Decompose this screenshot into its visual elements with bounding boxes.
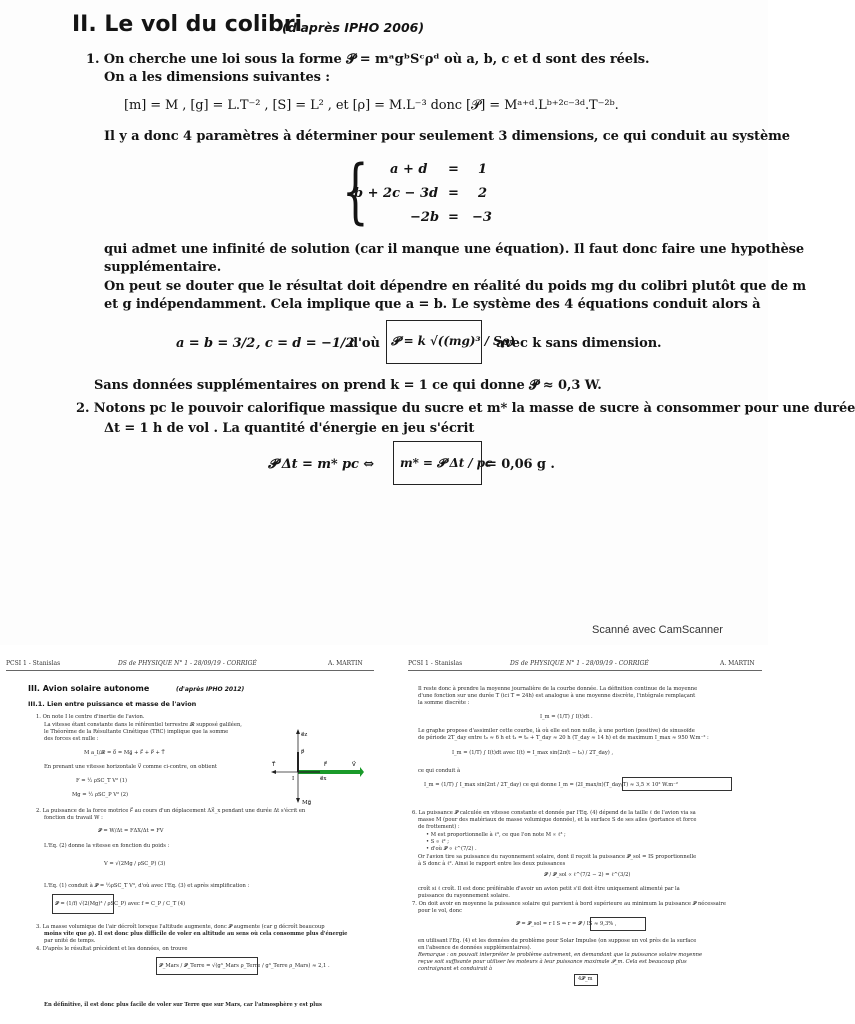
text-line: 6. La puissance 𝓟 calculée en vitesse constante et donnée par l'Eq. (4) dépend de la taille ℓ de l'avion via sa: [412, 810, 696, 816]
page-right: [384, 658, 768, 1024]
section-title: III. Avion solaire autonome: [28, 684, 150, 693]
label-mg: Mg⃗: [302, 800, 312, 806]
equation-system: { a + d = 1 b + 2c − 3d = 2 −2b = −3: [342, 150, 492, 232]
text-line: croît si ℓ croît. Il est donc préférable d'avoir un avion petit s'il doit être uniquement alimenté par la: [418, 886, 680, 892]
text-line: masse M (pour des matériaux de masse volumique donnée), et la surface S de ses ailes (portance et force: [418, 817, 697, 823]
text-line: 7. On doit avoir en moyenne la puissance solaire qui parvient à bord supérieure au minimum la puissance 𝓟 nécessaire: [412, 901, 726, 907]
header-rule: [408, 670, 762, 671]
velocity-arrow-head: [360, 767, 364, 777]
scanner-watermark: Scanné avec CamScanner: [592, 624, 723, 636]
text-line: le Théorème de la Résultante Cinétique (TRC) implique que la somme: [44, 729, 229, 735]
text-line: en utilisant l'Eq. (4) et les données du problème pour Solar Impulse (on suppose un vol près de la surface: [418, 938, 697, 944]
energy-box: [393, 441, 493, 485]
text-line: Or l'avion tire sa puissance du rayonnement solaire, dont il reçoit la puissance 𝓟_sol = IS proportionnelle: [418, 854, 697, 860]
header-left-author: A. MARTIN: [328, 660, 363, 667]
text-line: la somme discrète :: [418, 700, 470, 706]
solution-k: avec k sans dimension.: [496, 336, 662, 351]
remark-line: contraignant et conduirait à: [418, 966, 493, 972]
para2-line1: On peut se douter que le résultat doit dépendre en réalité du poids mg du colibri plutôt que de m: [104, 279, 807, 294]
text-line: Il reste donc à prendre la moyenne journalière de la courbe donnée. La définition continue de la moyenne: [418, 686, 698, 692]
header-right-school: PCSI 1 - Stanislas: [408, 660, 463, 667]
text-line: 3. La masse volumique de l'air décroît lorsque l'altitude augmente, donc 𝓟 augmente (car g décroît beaucoup: [36, 924, 325, 930]
solution-formula: 𝓟 = k √((mg)³ / Sρ): [391, 334, 515, 348]
label-ex: e⃗x: [320, 776, 327, 782]
text-line: L'Eq. (1) conduit à 𝓟 = ½ρSC_T V³, d'où avec l'Eq. (3) et après simplification :: [44, 883, 250, 889]
equation: 𝓟 / 𝓟_sol ∝ ℓ^(7/2 − 2) = ℓ^(3/2): [544, 872, 631, 878]
equation: V = √(2Mg / ρSC_P) (3): [104, 861, 166, 867]
header-rule: [6, 670, 374, 671]
list-item: • M est proportionnelle à ℓ³, ce que l'on note M ∝ ℓ³ ;: [426, 832, 566, 838]
header-right-author: A. MARTIN: [720, 660, 755, 667]
label-f: F⃗: [324, 762, 328, 768]
text-line: fonction du travail W :: [44, 815, 103, 821]
para1-line1: qui admet une infinité de solution (car il manque une équation). Il faut donc faire une hypothèse: [104, 242, 805, 257]
equation: 4𝓟_m: [578, 976, 593, 982]
energy-result: = 0,06 g .: [486, 457, 555, 472]
text-line: par unité de temps.: [44, 938, 96, 944]
header-right-title: DS de PHYSIQUE N° 1 - 28/09/19 - CORRIGÉ: [510, 660, 649, 667]
label-p: P⃗: [301, 750, 305, 756]
system-intro: Il y a donc 4 paramètres à déterminer pour seulement 3 dimensions, ce qui conduit au système: [104, 129, 790, 144]
label-v: V⃗: [352, 762, 356, 768]
equation: I_m = (1/T) ∫ I(t)dt avec I(t) = I_max sin(2π(t − t₀) / 2T_day) ,: [452, 750, 614, 756]
solution-cd: , c = d = −1/2: [256, 336, 355, 351]
equation: 𝓟_Mars / 𝓟_Terre = √(g³_Mars ρ_Terre / g³_Terre ρ_Mars) ≈ 2,1 .: [159, 963, 330, 969]
force-diagram: [268, 724, 364, 808]
text-line: En prenant une vitesse horizontale V⃗ comme ci-contre, on obtient: [44, 764, 217, 770]
section-source: (d'après IPHO 2006): [282, 20, 425, 35]
label-t: T⃗: [272, 762, 276, 768]
remark-line: Remarque : on pouvait interpréter le problème autrement, en demandant que la puissance solaire moyenne: [418, 952, 703, 958]
section-title: II. Le vol du colibri: [72, 12, 303, 37]
text-line: puissance du rayonnement solaire.: [418, 893, 510, 899]
q1-line1: 1. On cherche une loi sous la forme 𝓟 = mᵃgᵇSᶜρᵈ où a, b, c et d sont des réels.: [86, 52, 650, 67]
header-left-school: PCSI 1 - Stanislas: [6, 660, 61, 667]
equation: 𝓟 = (1/f) √(2(Mg)³ / ρSC_P) avec f = C_P / C_T (4): [55, 901, 186, 907]
text-line: 4. D'après le résultat précédent et les données, on trouve: [36, 946, 188, 952]
label-ez: e⃗z: [301, 732, 308, 738]
text-line: L'Eq. (2) donne la vitesse en fonction du poids :: [44, 843, 170, 849]
para1-line2: supplémentaire.: [104, 260, 222, 275]
equation: 𝓟 = 𝓟_sol = r I S ⇒ r = 𝓟 / IS ≈ 9,3% ,: [516, 921, 617, 927]
solution-dou: d'où: [349, 336, 380, 351]
text-line: pour le vol, donc: [418, 908, 462, 914]
list-item: • d'où 𝓟 ∝ ℓ^(7/2) .: [426, 846, 477, 852]
solution-ab: a = b = 3/2: [176, 336, 256, 351]
dimensions-line: [m] = M , [g] = L.T⁻² , [S] = L² , et [ρ] = M.L⁻³ donc [𝓟] = Mᵃ⁺ᵈ.Lᵇ⁺²ᶜ⁻³ᵈ.T⁻²ᵇ.: [124, 98, 619, 113]
text-line: La vitesse étant constante dans le référentiel terrestre 𝓡 supposé galiléen,: [44, 722, 242, 728]
text-line: 2. La puissance de la force motrice F⃗ au cours d'un déplacement ΔX⃗_x pendant une durée Δt s'écrit en: [36, 808, 306, 814]
equation: I_m = (1/T) ∫ I(t)dt .: [540, 714, 593, 720]
equation: I_m = (1/T) ∫ I_max sin(2πt / 2T_day) ce qui donne I_m = (2I_max/π)(T_day/T) ≈ 3,5 × 10² W.m⁻²: [424, 782, 678, 788]
header-left-title: DS de PHYSIQUE N° 1 - 28/09/19 - CORRIGÉ: [118, 660, 257, 667]
text-line: à S donc à ℓ². Ainsi le rapport entre les deux puissances: [418, 861, 566, 867]
text-line: de frottement) :: [418, 824, 460, 830]
equation: 𝓟 = W/Δt = FΔX/Δt = FV: [98, 828, 164, 834]
remark-line: reçue soit suffisante pour utiliser les moteurs à leur puissance maximale 𝓟_m. Cela est beaucoup plus: [418, 959, 687, 965]
energy-formula: m* = 𝓟 Δt / pc: [400, 456, 493, 470]
para2-line2: et g indépendamment. Cela implique que a = b. Le système des 4 équations conduit alors à: [104, 297, 761, 312]
text-line: En définitive, il est donc plus facile de voler sur Terre que sur Mars, car l'atmosphère y est plus: [44, 1002, 322, 1008]
system-brace: {: [342, 150, 369, 232]
list-item: • S ∝ ℓ² ;: [426, 839, 450, 845]
equation: F = ½ ρSC_T V² (1): [76, 778, 128, 784]
text-line: moins vite que ρ). Il est donc plus difficile de voler en altitude au sens où cela consomme plus d'énergie: [44, 931, 348, 937]
subsection-title: III.1. Lien entre puissance et masse de l'avion: [28, 700, 197, 708]
text-line: 1. On note I le centre d'inertie de l'avion.: [36, 714, 145, 720]
text-line: des forces est nulle :: [44, 736, 99, 742]
text-line: ce qui conduit à: [418, 768, 461, 774]
text-line: de période 2T_day entre t₀ ≈ 6 h et t₁ = t₀ + T_day ≈ 20 h (T_day ≈ 14 h) et de maximum I_max ≈ 950 W.m⁻² :: [418, 735, 709, 741]
page-left: [0, 658, 384, 1024]
para3: Sans données supplémentaires on prend k = 1 ce qui donne 𝓟 ≈ 0,3 W.: [94, 378, 602, 393]
equation: Mg = ½ ρSC_P V² (2): [72, 792, 129, 798]
section-source: (d'après IPHO 2012): [176, 686, 245, 693]
energy-lhs: 𝓟 Δt = m* pc ⇔: [268, 457, 375, 472]
label-i: I: [292, 776, 295, 782]
text-line: en l'absence de données supplémentaires).: [418, 945, 532, 951]
text-line: d'une fonction sur une durée T (ici T = 24h) est analogue à une moyenne discrète, l'intégrale remplaçant: [418, 693, 696, 699]
q1-line2: On a les dimensions suivantes :: [104, 70, 330, 85]
solution-formula-box: [386, 320, 515, 364]
text-line: Le graphe propose d'assimiler cette courbe, là où elle est non nulle, à une portion (positive) de sinusoïde: [418, 728, 695, 734]
equation: M a_I/𝓡 = 0⃗ = Mg⃗ + F⃗ + P⃗ + T⃗: [84, 750, 165, 756]
q2-line2: Δt = 1 h de vol . La quantité d'énergie en jeu s'écrit: [104, 421, 475, 436]
q2-line1: 2. Notons pc le pouvoir calorifique massique du sucre et m* la masse de sucre à consommer pour une durée: [76, 401, 855, 416]
